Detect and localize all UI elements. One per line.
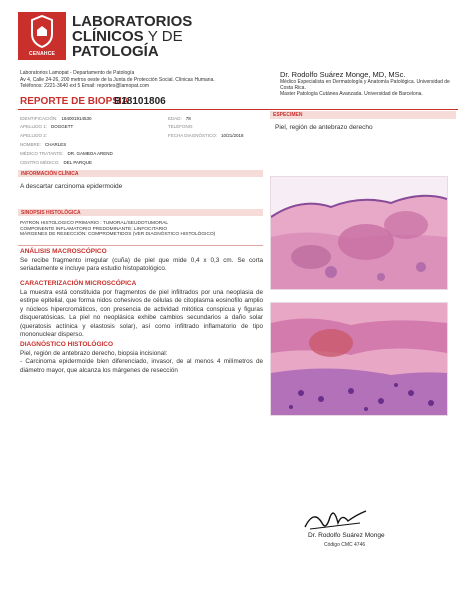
lab-logo	[18, 12, 66, 60]
clinical-info-header	[18, 170, 263, 177]
patient-age-value: 78	[185, 116, 191, 121]
patient-name-value: CHARLES	[45, 142, 67, 147]
brand-name	[72, 14, 192, 59]
diagnosis-title: DIAGNÓSTICO HISTOLÓGICO	[20, 341, 114, 348]
patient-phone	[168, 124, 198, 129]
report-title-bar	[18, 95, 458, 110]
clinical-info-text: A descartar carcinoma epidermoide	[20, 183, 123, 190]
patient-doctor-label: MÉDICO TRATANTE:	[20, 151, 64, 156]
lab-address-line-1: Laboratorios Lamopat - Departamento de Patología	[20, 70, 135, 76]
brand-line-2	[72, 29, 192, 44]
doctor-header	[280, 70, 460, 97]
brand-line-3: PATOLOGÍA	[72, 43, 159, 60]
patient-surname-2	[20, 133, 51, 138]
patient-date-value: 10/21/2018	[221, 133, 244, 138]
signature-icon	[300, 505, 370, 533]
patient-doctor-value: DR. GAMBOA AREND	[67, 151, 113, 156]
histology-image-high-power	[270, 302, 448, 416]
synopsis-line-3: MÁRGENES DE RESECCIÓN: COMPROMETIDOS (VER DIAGNÓSTICO HISTOLÓGICO)	[20, 232, 216, 238]
patient-name	[20, 142, 66, 147]
synopsis-body	[20, 221, 265, 238]
patient-surname-1-label: APELLIDO 1:	[20, 124, 48, 129]
doctor-header-line-2: Master Patología Cutánea Avanzada. Universidad de Barcelona.	[280, 91, 423, 97]
patient-age	[168, 116, 191, 121]
logo-caption: CENAHCE	[28, 51, 56, 57]
report-number: B18101806	[114, 96, 166, 107]
synopsis-header	[18, 209, 263, 216]
macroscopic-text: Se recibe fragmento irregular (cuña) de piel que mide 0,4 x 0,3 cm. Se corta seriadamente e incluye para estudio histopatológico.	[20, 257, 263, 273]
divider	[18, 245, 263, 246]
patient-diagnosis-date	[168, 133, 244, 138]
lab-address-line-3: Teléfonos: 2221-3640 ext 5 Email: reportes@lamopat.com	[20, 83, 150, 89]
macroscopic-title: ANÁLISIS MACROSCÓPICO	[20, 248, 107, 255]
patient-id	[20, 116, 92, 121]
diagnosis-line-2: - Carcinoma epidermoide bien diferenciado, invasor, de al menos 4 milímetros de diámetro mayor, que alcanza los márgenes de resección	[20, 358, 263, 374]
patient-center-value: DEL PARQUE	[63, 160, 93, 165]
doctor-header-name: Dr. Rodolfo Suárez Monge, MD, MSc.	[280, 70, 406, 79]
patient-surname-1-value: DOGGETT	[51, 124, 74, 129]
diagnosis-body	[20, 350, 263, 375]
histology-image-low-power	[270, 176, 448, 290]
specimen-header	[270, 111, 456, 119]
lab-address	[20, 70, 250, 90]
diagnosis-line-1: Piel, región de antebrazo derecho, biopsia incisional:	[20, 350, 168, 357]
lab-address-line-2: Av 4, Calle 24-26, 200 metros oeste de la Junta de Protección Social. Clínicas Humana.	[20, 76, 215, 83]
brand-line-2-bold: CLÍNICOS	[72, 28, 144, 45]
doctor-header-line-1: Médico Especialista en Dermatología y Anatomía Patológica. Universidad de Costa Rica.	[280, 79, 450, 91]
synopsis-line-2: COMPONENTE INFLAMATORIO PREDOMINANTE: LINFOCITARIO	[20, 226, 168, 232]
patient-id-value: 184001914530	[61, 116, 92, 121]
synopsis-label: SINOPSIS HISTOLÓGICA	[21, 210, 81, 216]
patient-center	[20, 160, 92, 165]
microscopic-text: La muestra está constituida por fragmentos de piel infiltrados por una neoplasia de estirpe epitelial, que forma nidos cohesivos de células de citoplasma eosinofilo amplio y núcleos hipercromáticos, con presencia de actividad mitótica conspicua y figuras disqueratósicas. La piel no neoplásica exhibe cambios secundarios a daño solar (queratosis actínica y elastosis solar), así como infiltrado inflamatorio de tipo mononuclear disperso.	[20, 289, 263, 339]
patient-doctor	[20, 151, 113, 156]
brand-line-1: LABORATORIOS	[72, 13, 193, 30]
signature-code: Código CMC 4746	[324, 542, 366, 548]
patient-phone-label: TELÉFONO:	[168, 124, 194, 129]
patient-name-label: NOMBRE:	[20, 142, 42, 147]
specimen-label: ESPECIMEN	[273, 112, 303, 118]
clinical-info-label: INFORMACIÓN CLÍNICA	[21, 171, 79, 177]
patient-id-label: IDENTIFICACIÓN:	[20, 116, 58, 121]
patient-date-label: FECHA DIAGNÓSTICO:	[168, 133, 218, 138]
patient-center-label: CENTRO MÉDICO:	[20, 160, 60, 165]
synopsis-line-1: PATRON HISTOLOGICO PRIMARIO : TUMORAL/SEUDOTUMORAL	[20, 221, 169, 226]
patient-surname-1	[20, 124, 73, 129]
brand-line-2-thin: Y DE	[147, 28, 183, 45]
signature-name: Dr. Rodolfo Suárez Monge	[308, 532, 385, 539]
patient-age-label: EDAD:	[168, 116, 182, 121]
report-title: REPORTE DE BIOPSIA	[20, 96, 129, 107]
specimen-text: Piel, región de antebrazo derecho	[275, 124, 373, 131]
microscopic-title: CARACTERIZACIÓN MICROSCÓPICA	[20, 280, 137, 287]
patient-surname-2-label: APELLIDO 2:	[20, 133, 48, 138]
